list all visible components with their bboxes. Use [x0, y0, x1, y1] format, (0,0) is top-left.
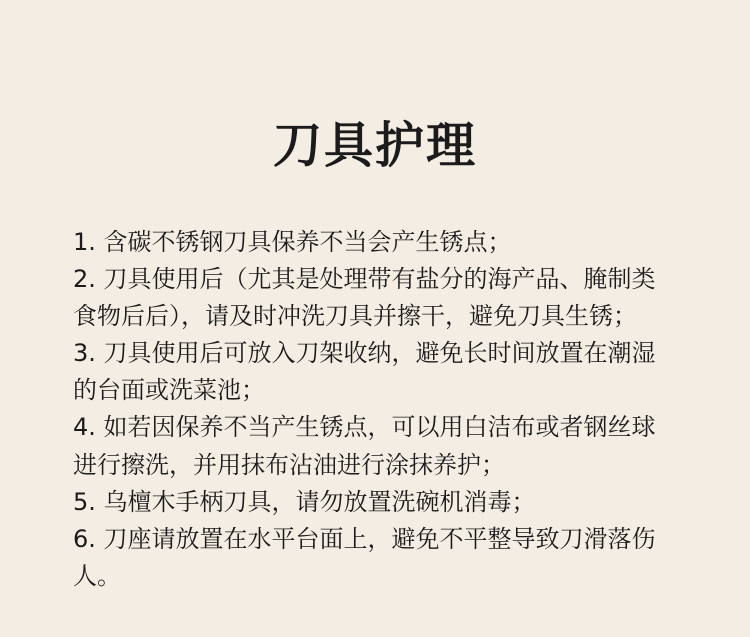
- instruction-line-6: 4. 如若因保养不当产生锈点，可以用白洁布或者钢丝球: [73, 413, 656, 442]
- instruction-line-3: 食物后后），请及时冲洗刀具并擦干，避免刀具生锈；: [73, 302, 637, 331]
- instruction-line-7: 进行擦洗，并用抹布沾油进行涂抹养护；: [73, 450, 505, 479]
- instruction-line-8: 5. 乌檀木手柄刀具，请勿放置洗碗机消毒；: [73, 487, 536, 516]
- instruction-line-2: 2. 刀具使用后（尤其是处理带有盐分的海产品、腌制类: [73, 265, 656, 294]
- care-instructions: [73, 224, 693, 595]
- page-title: 刀具护理: [272, 117, 477, 174]
- instruction-line-4: 3. 刀具使用后可放入刀架收纳，避免长时间放置在潮湿: [73, 339, 656, 368]
- instruction-line-9: 6. 刀座请放置在水平台面上，避免不平整导致刀滑落伤: [73, 524, 656, 553]
- instruction-line-1: 1. 含碳不锈钢刀具保养不当会产生锈点；: [73, 228, 512, 256]
- instruction-line-10: 人。: [73, 561, 121, 590]
- instruction-line-5: 的台面或洗菜池；: [73, 376, 265, 405]
